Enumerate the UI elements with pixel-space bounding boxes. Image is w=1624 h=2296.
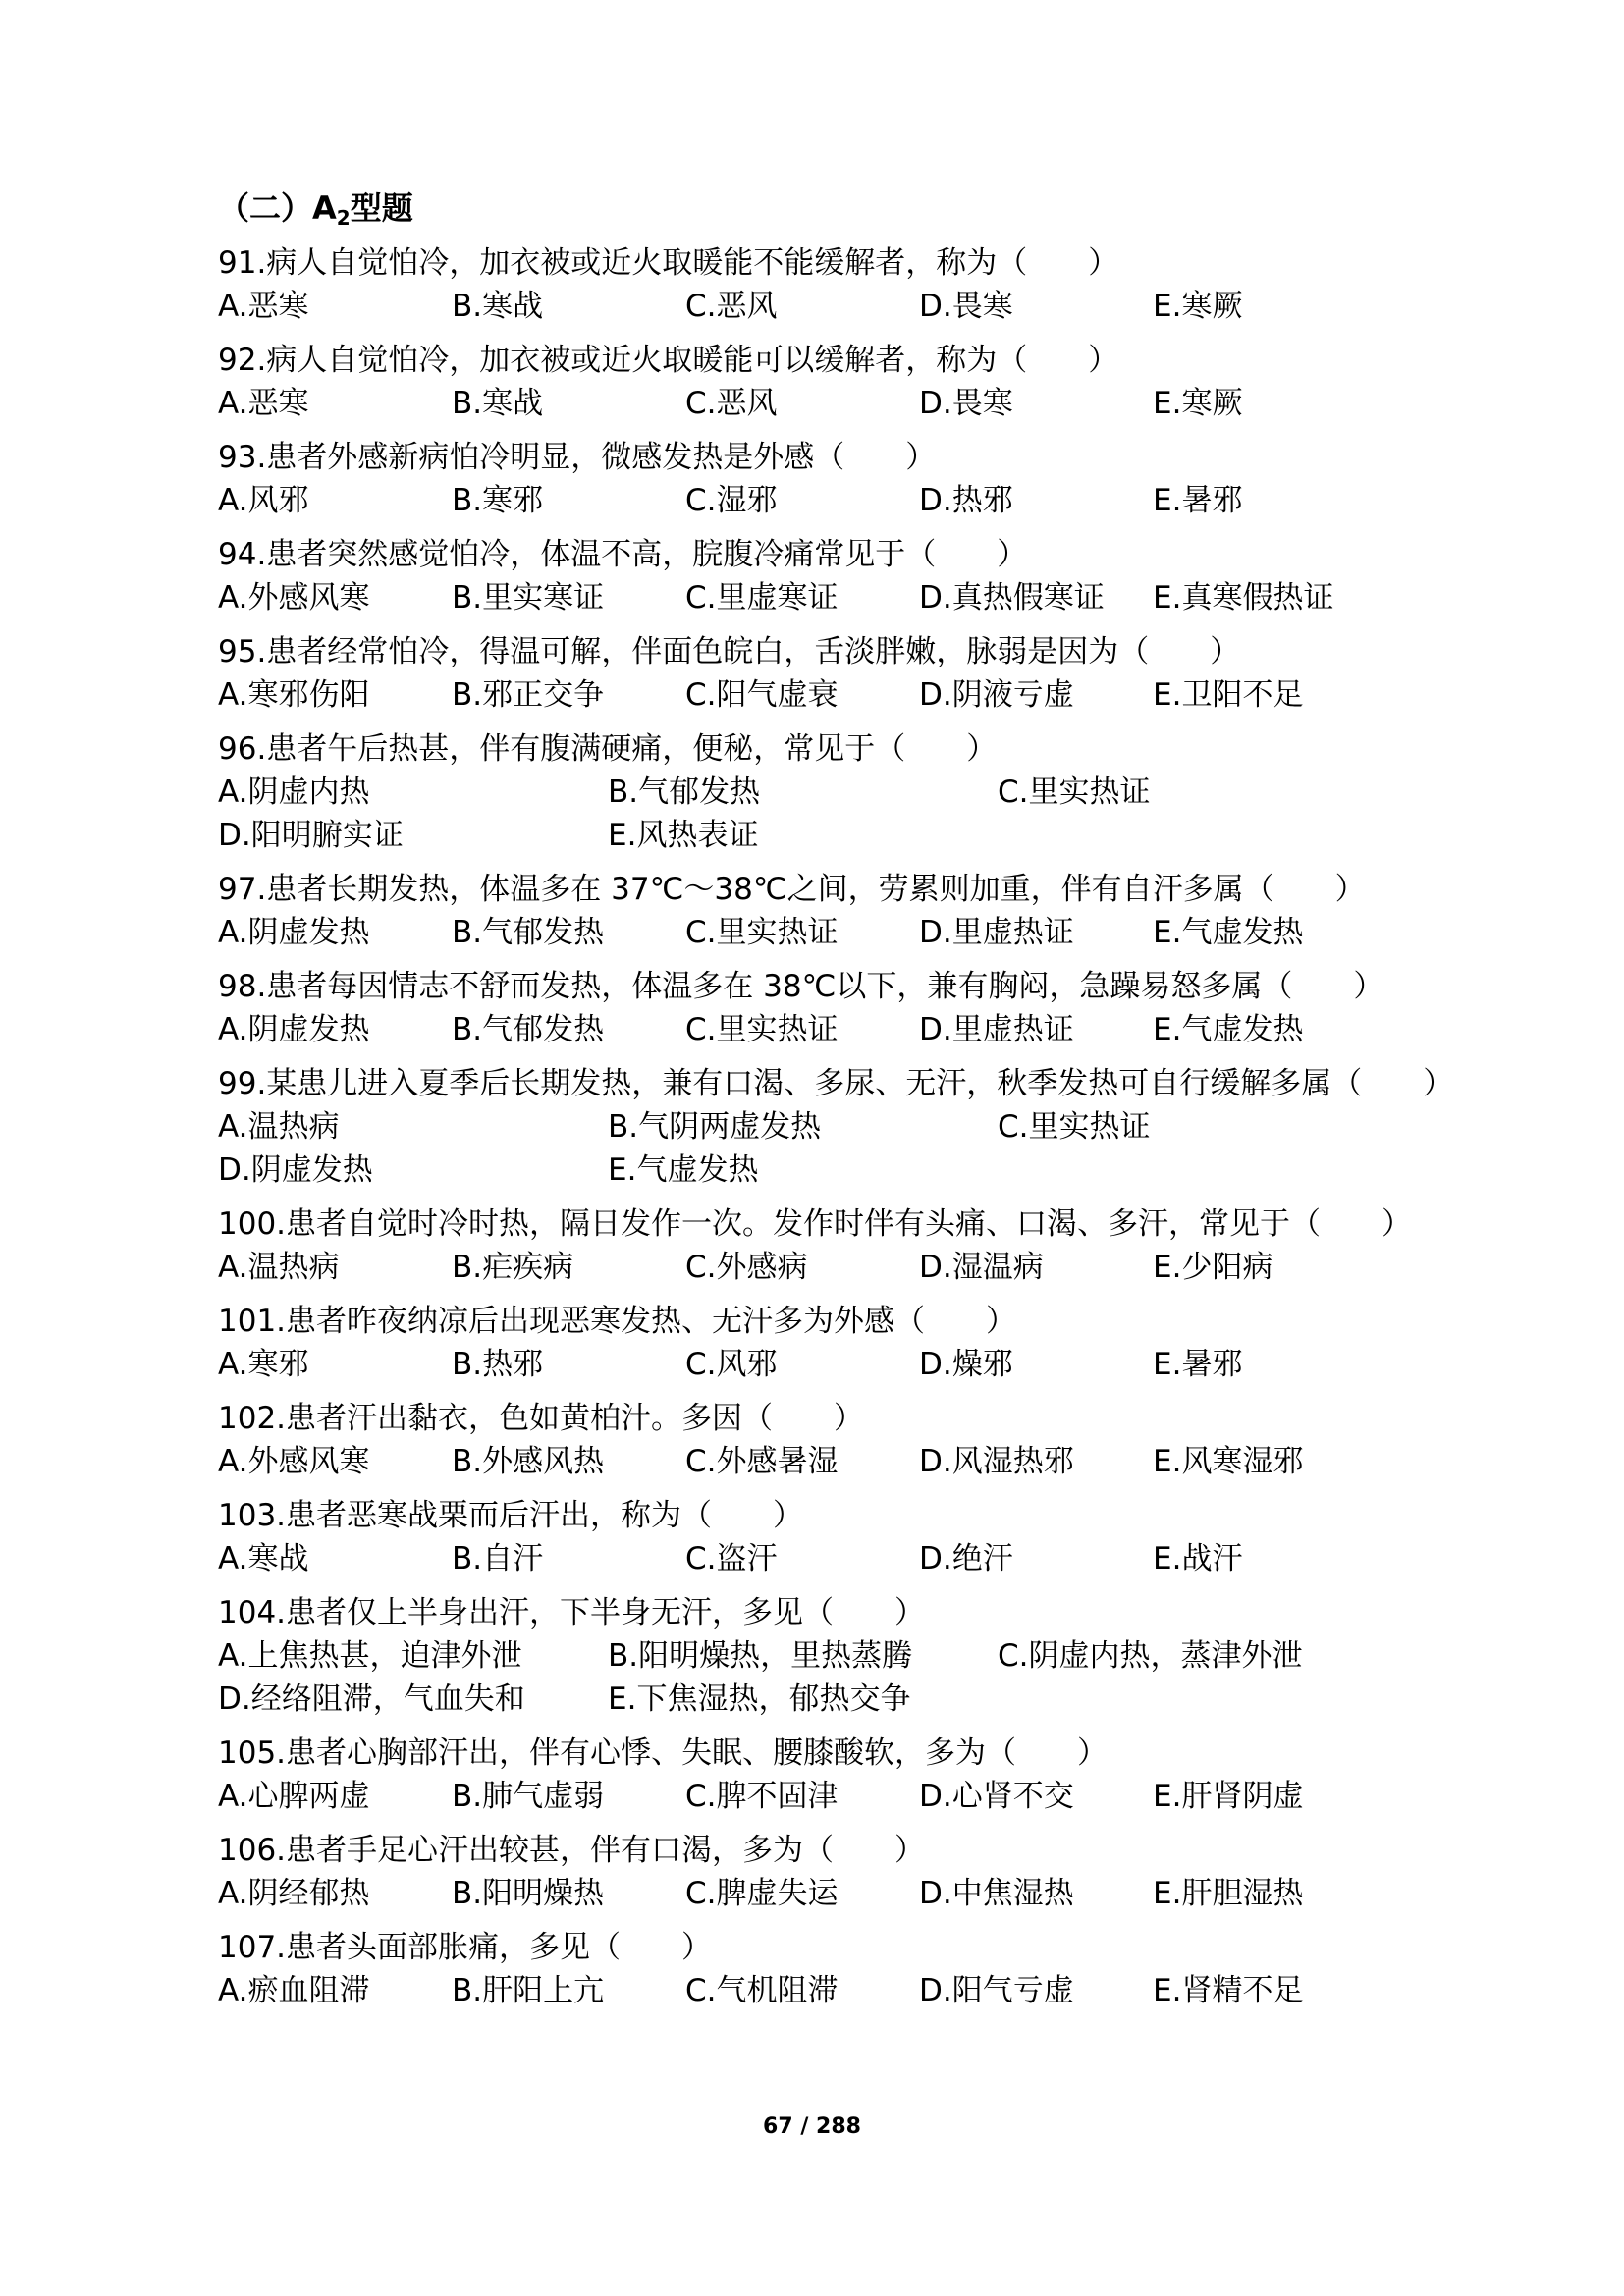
answer-option: A.外感风寒 [218, 1444, 370, 1479]
answer-option: A.瘀血阻滞 [218, 1973, 370, 2008]
answer-option: A.阴虚内热 [218, 774, 370, 810]
answer-option: B.气阴两虚发热 [608, 1109, 822, 1145]
question-item [218, 533, 1445, 619]
answer-option: D.绝汗 [919, 1541, 1013, 1576]
section-heading-subscript: 2 [336, 206, 351, 230]
answer-option: D.心肾不交 [919, 1779, 1074, 1814]
answer-option: A.心脾两虚 [218, 1779, 370, 1814]
answer-option: B.疟疾病 [452, 1250, 574, 1285]
answer-option: B.阳明燥热，里热蒸腾 [608, 1638, 913, 1674]
answer-option: D.里虚热证 [919, 1012, 1074, 1047]
answer-option: C.里实热证 [685, 915, 839, 950]
page-number: 67 / 288 [763, 2114, 861, 2139]
answer-options [218, 1343, 1445, 1386]
answer-option: C.外感暑湿 [685, 1444, 839, 1479]
answer-option: C.外感病 [685, 1250, 808, 1285]
answer-option: C.盗汗 [685, 1541, 778, 1576]
answer-options [218, 771, 1445, 857]
question-stem: 93.患者外感新病怕冷明显，微感发热是外感（ ） [218, 440, 937, 475]
answer-option: D.畏寒 [919, 386, 1013, 421]
section-heading-suffix: 型题 [350, 189, 413, 227]
question-stem: 100.患者自觉时冷时热，隔日发作一次。发作时伴有头痛、口渴、多汗，常见于（ ） [218, 1206, 1413, 1242]
question-stem: 99.某患儿进入夏季后长期发热，兼有口渴、多尿、无汗，秋季发热可自行缓解多属（ ） [218, 1066, 1454, 1101]
answer-options [218, 1105, 1445, 1192]
answer-option: C.阳气虚衰 [685, 677, 839, 713]
answer-options [218, 1008, 1445, 1051]
answer-option: B.阳明燥热 [452, 1876, 605, 1911]
answer-option: A.上焦热甚，迫津外泄 [218, 1638, 522, 1674]
question-stem: 102.患者汗出黏衣，色如黄柏汁。多因（ ） [218, 1401, 865, 1436]
answer-option: E.气虚发热 [1153, 915, 1304, 950]
question-list [218, 241, 1454, 2023]
question-item [218, 1202, 1445, 1289]
question-item [218, 868, 1445, 954]
question-stem: 103.患者恶寒战栗而后汗出，称为（ ） [218, 1498, 804, 1533]
question-stem: 91.病人自觉怕冷，加衣被或近火取暖能不能缓解者，称为（ ） [218, 245, 1119, 281]
answer-option: D.畏寒 [919, 289, 1013, 324]
answer-option: E.少阳病 [1153, 1250, 1273, 1285]
question-item [218, 965, 1445, 1051]
answer-option: A.寒战 [218, 1541, 309, 1576]
answer-options [218, 382, 1445, 425]
answer-option: B.邪正交争 [452, 677, 605, 713]
answer-option: E.风寒湿邪 [1153, 1444, 1304, 1479]
answer-option: A.阴虚发热 [218, 1012, 370, 1047]
answer-options [218, 911, 1445, 954]
answer-options [218, 1969, 1445, 2012]
question-stem: 95.患者经常怕冷，得温可解，伴面色皖白，舌淡胖嫩，脉弱是因为（ ） [218, 634, 1241, 669]
answer-option: A.寒邪伤阳 [218, 677, 370, 713]
answer-option: A.风邪 [218, 483, 309, 518]
answer-option: D.阴虚发热 [218, 1152, 373, 1188]
answer-option: B.气郁发热 [452, 1012, 605, 1047]
question-item [218, 1829, 1445, 1915]
answer-option: E.战汗 [1153, 1541, 1243, 1576]
answer-options [218, 1634, 1445, 1721]
answer-option: B.气郁发热 [608, 774, 761, 810]
answer-options [218, 479, 1445, 522]
question-stem: 106.患者手足心汗出较甚，伴有口渴，多为（ ） [218, 1833, 926, 1868]
answer-option: E.肝胆湿热 [1153, 1876, 1304, 1911]
section-heading-prefix: （二）A [218, 189, 337, 227]
question-item [218, 1300, 1445, 1386]
answer-option: B.外感风热 [452, 1444, 605, 1479]
answer-option: C.湿邪 [685, 483, 778, 518]
answer-option: C.气机阻滞 [685, 1973, 839, 2008]
answer-option: D.燥邪 [919, 1347, 1013, 1382]
answer-option: C.恶风 [685, 386, 778, 421]
answer-options [218, 1440, 1445, 1483]
answer-option: A.阴经郁热 [218, 1876, 370, 1911]
answer-option: B.肺气虚弱 [452, 1779, 605, 1814]
answer-option: B.寒战 [452, 289, 544, 324]
answer-option: E.寒厥 [1153, 386, 1243, 421]
answer-options [218, 1537, 1445, 1580]
answer-option: D.中焦湿热 [919, 1876, 1074, 1911]
answer-options [218, 285, 1445, 328]
answer-option: D.阳气亏虚 [919, 1973, 1074, 2008]
answer-option: D.阴液亏虚 [919, 677, 1074, 713]
answer-option: C.风邪 [685, 1347, 778, 1382]
question-item [218, 1926, 1445, 2012]
answer-options [218, 1872, 1445, 1915]
question-stem: 107.患者头面部胀痛，多见（ ） [218, 1930, 713, 1965]
answer-option: A.阴虚发热 [218, 915, 370, 950]
answer-option: B.寒战 [452, 386, 544, 421]
section-heading [218, 185, 413, 241]
answer-option: E.卫阳不足 [1153, 677, 1304, 713]
answer-option: D.里虚热证 [919, 915, 1074, 950]
answer-option: E.寒厥 [1153, 289, 1243, 324]
answer-option: C.里实热证 [998, 774, 1151, 810]
answer-option: B.里实寒证 [452, 580, 605, 615]
answer-option: C.里实热证 [998, 1109, 1151, 1145]
question-stem: 97.患者长期发热，体温多在 37℃～38℃之间，劳累则加重，伴有自汗多属（ ） [218, 872, 1366, 907]
answer-options [218, 1246, 1445, 1289]
answer-option: E.暑邪 [1153, 1347, 1243, 1382]
question-item [218, 241, 1445, 328]
answer-option: D.热邪 [919, 483, 1013, 518]
answer-option: C.恶风 [685, 289, 778, 324]
answer-options [218, 576, 1445, 619]
answer-option: D.风湿热邪 [919, 1444, 1074, 1479]
question-stem: 94.患者突然感觉怕冷，体温不高，脘腹冷痛常见于（ ） [218, 537, 1028, 572]
question-item [218, 339, 1445, 425]
answer-option: A.温热病 [218, 1109, 340, 1145]
question-stem: 105.患者心胸部汗出，伴有心悸、失眠、腰膝酸软，多为（ ） [218, 1735, 1109, 1771]
question-stem: 101.患者昨夜纳凉后出现恶寒发热、无汗多为外感（ ） [218, 1304, 1017, 1339]
answer-option: B.肝阳上亢 [452, 1973, 605, 2008]
answer-option: E.真寒假热证 [1153, 580, 1334, 615]
answer-options [218, 1775, 1445, 1818]
answer-option: C.里虚寒证 [685, 580, 839, 615]
answer-option: E.气虚发热 [1153, 1012, 1304, 1047]
question-item [218, 630, 1445, 717]
answer-option: D.真热假寒证 [919, 580, 1105, 615]
answer-option: A.恶寒 [218, 289, 309, 324]
question-stem: 96.患者午后热甚，伴有腹满硬痛，便秘，常见于（ ） [218, 731, 998, 767]
answer-option: A.外感风寒 [218, 580, 370, 615]
question-stem: 98.患者每因情志不舒而发热，体温多在 38℃以下，兼有胸闷，急躁易怒多属（ ） [218, 969, 1384, 1004]
answer-option: B.寒邪 [452, 483, 544, 518]
question-stem: 104.患者仅上半身出汗，下半身无汗，多见（ ） [218, 1595, 926, 1630]
answer-option: A.寒邪 [218, 1347, 309, 1382]
answer-option: E.风热表证 [608, 818, 759, 853]
answer-option: B.气郁发热 [452, 915, 605, 950]
answer-options [218, 673, 1445, 717]
answer-option: B.热邪 [452, 1347, 544, 1382]
answer-option: C.阴虚内热，蒸津外泄 [998, 1638, 1303, 1674]
answer-option: B.自汗 [452, 1541, 544, 1576]
answer-option: E.下焦湿热，郁热交争 [608, 1682, 911, 1717]
question-item [218, 436, 1445, 522]
answer-option: C.里实热证 [685, 1012, 839, 1047]
answer-option: D.湿温病 [919, 1250, 1044, 1285]
question-item [218, 1591, 1445, 1721]
answer-option: C.脾不固津 [685, 1779, 839, 1814]
answer-option: E.肾精不足 [1153, 1973, 1304, 2008]
answer-option: A.温热病 [218, 1250, 340, 1285]
question-stem: 92.病人自觉怕冷，加衣被或近火取暖能可以缓解者，称为（ ） [218, 343, 1119, 378]
answer-option: A.恶寒 [218, 386, 309, 421]
question-item [218, 1494, 1445, 1580]
answer-option: D.阳明腑实证 [218, 818, 404, 853]
answer-option: E.气虚发热 [608, 1152, 759, 1188]
answer-option: C.脾虚失运 [685, 1876, 839, 1911]
answer-option: E.肝肾阴虚 [1153, 1779, 1304, 1814]
answer-option: E.暑邪 [1153, 483, 1243, 518]
question-item [218, 1062, 1454, 1192]
answer-option: D.经络阻滞，气血失和 [218, 1682, 525, 1717]
question-item [218, 1732, 1445, 1818]
question-item [218, 1397, 1445, 1483]
question-item [218, 727, 1445, 857]
